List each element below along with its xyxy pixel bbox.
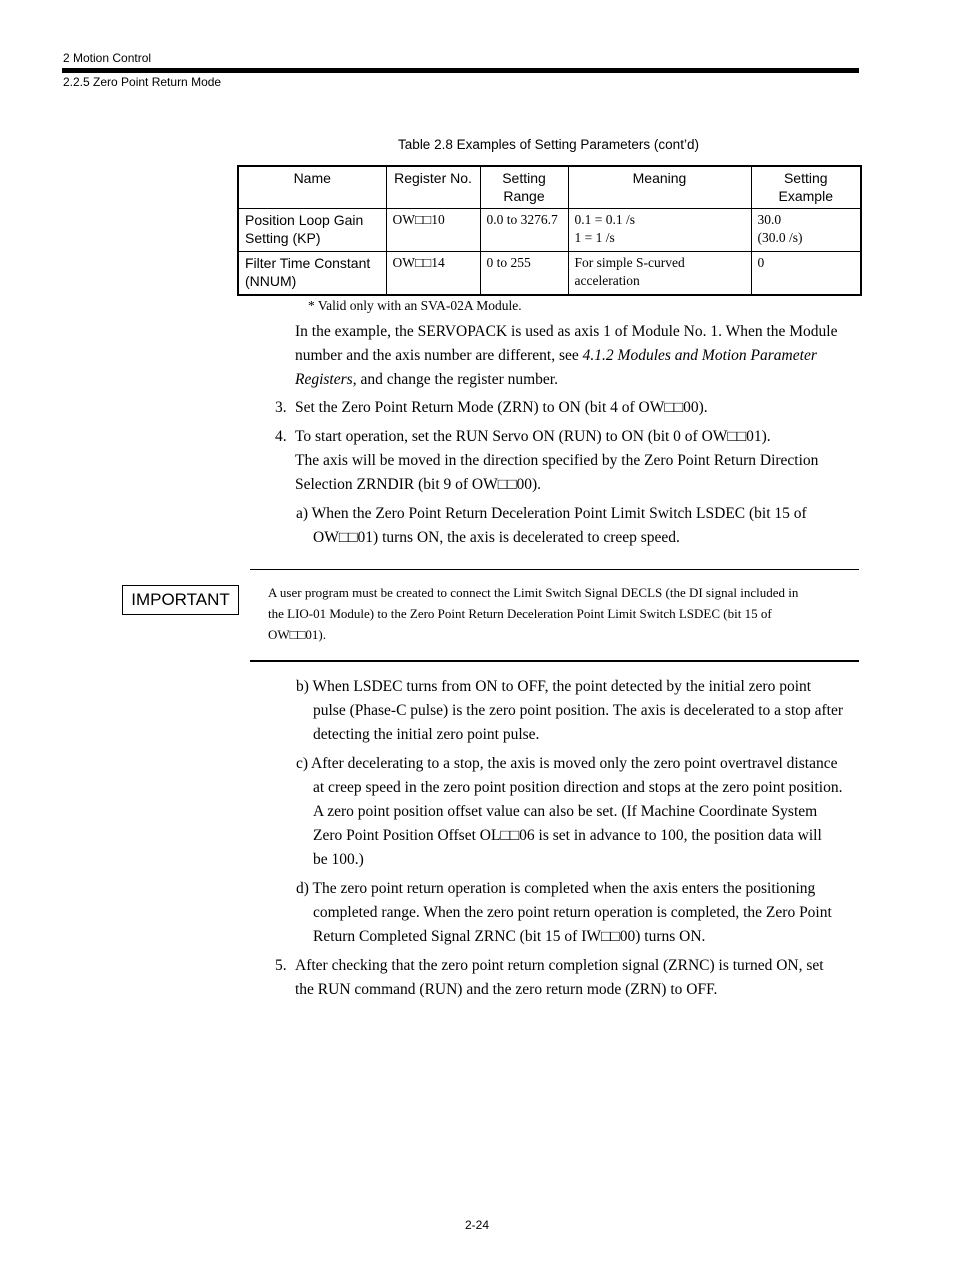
important-label: IMPORTANT — [122, 585, 239, 615]
cell-meaning: 0.1 = 0.1 /s 1 = 1 /s — [568, 209, 751, 252]
cell-name: Position Loop Gain Setting (KP) — [238, 209, 386, 252]
cell-example: 30.0 (30.0 /s) — [751, 209, 861, 252]
substep-c: c) After decelerating to a stop, the axis is moved only the zero point overtravel distance at creep speed in the zero point position direction and stops at the zero point position. A zero point position offset value can also be set. (If Machine Coordinate System Zero Point Position Offset OL□□06 is set in advance to 100, the position data will be 100.) — [296, 755, 843, 868]
cell-meaning: For simple S-curved acceleration — [568, 252, 751, 296]
substep-d: d) The zero point return operation is completed when the axis enters the positioning completed range. When the zero point return operation is completed, the Zero Point Return Completed Signal ZRNC (bit 15 of IW□□00) turns ON. — [296, 880, 832, 945]
step-number: 5. — [275, 957, 287, 974]
important-rule-bottom — [250, 660, 859, 662]
cross-reference-cont[interactable]: Registers — [295, 371, 353, 388]
table-row — [238, 252, 861, 296]
substep-a: a) When the Zero Point Return Deceleration Point Limit Switch LSDEC (bit 15 of OW□□01) turns ON, the axis is decelerated to creep speed. — [296, 505, 807, 546]
cross-reference[interactable]: 4.1.2 Modules and Motion Parameter — [582, 347, 817, 364]
header-rule — [62, 68, 859, 73]
table-row — [238, 209, 861, 252]
table-footnote: * Valid only with an SVA-02A Module. — [308, 298, 522, 313]
col-header-name: Name — [238, 166, 386, 209]
step-3-text: Set the Zero Point Return Mode (ZRN) to ON (bit 4 of OW□□00). — [295, 399, 708, 416]
chapter-title: 2 Motion Control — [63, 51, 152, 65]
step-5-text: After checking that the zero point return completion signal (ZRNC) is turned ON, set the RUN command (RUN) and the zero return mode (ZRN) to OFF. — [295, 957, 824, 998]
table-caption: Table 2.8 Examples of Setting Parameters (cont’d) — [398, 137, 699, 152]
page-number: 2-24 — [464, 1218, 490, 1232]
cell-range: 0.0 to 3276.7 — [480, 209, 568, 252]
important-rule-top — [250, 569, 859, 570]
cell-range: 0 to 255 — [480, 252, 568, 296]
cell-name: Filter Time Constant (NNUM) — [238, 252, 386, 296]
intro-paragraph: In the example, the SERVOPACK is used as axis 1 of Module No. 1. When the Module number and the axis number are different, see 4.1.2 Modules and Motion Parameter Registers, and change the register number. — [295, 323, 838, 388]
step-4-text: To start operation, set the RUN Servo ON (RUN) to ON (bit 0 of OW□□01). The axis will be moved in the direction specified by the Zero Point Return Direction Selection ZRNDIR (bit 9 of OW□□00). — [295, 428, 819, 493]
col-header-range: Setting Range — [480, 166, 568, 209]
table-header-row — [238, 166, 861, 209]
cell-register: OW□□14 — [386, 252, 480, 296]
col-header-register: Register No. — [386, 166, 480, 209]
col-header-meaning: Meaning — [568, 166, 751, 209]
parameters-table — [237, 165, 862, 296]
cell-example: 0 — [751, 252, 861, 296]
step-number: 3. — [275, 399, 287, 416]
cell-register: OW□□10 — [386, 209, 480, 252]
col-header-example: Setting Example — [751, 166, 861, 209]
section-title: 2.2.5 Zero Point Return Mode — [63, 75, 222, 89]
substep-b: b) When LSDEC turns from ON to OFF, the point detected by the initial zero point pulse (Phase-C pulse) is the zero point position. The axis is decelerated to a stop after detecting the initial zero point pulse. — [296, 678, 844, 743]
step-number: 4. — [275, 428, 287, 445]
important-text: A user program must be created to connect the Limit Switch Signal DECLS (the DI signal included in the LIO-01 Module) to the Zero Point Return Deceleration Point Limit Switch LSDEC (bit 15 of OW□□01). — [268, 585, 799, 642]
